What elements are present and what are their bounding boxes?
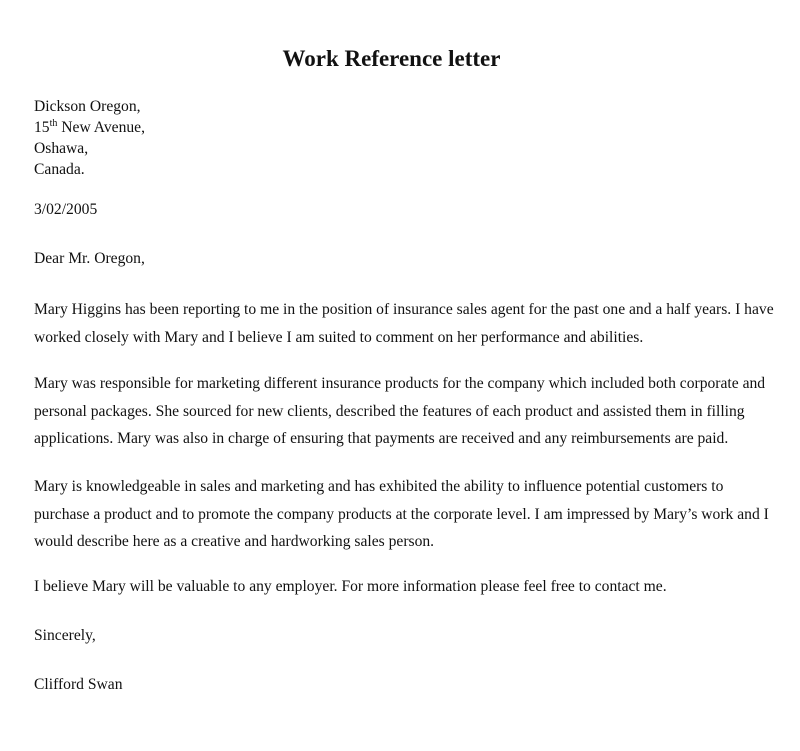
signature-name: Clifford Swan xyxy=(34,676,123,693)
letter-title: Work Reference letter xyxy=(282,46,501,71)
address-line-country: Canada. xyxy=(34,161,85,178)
salutation: Dear Mr. Oregon, xyxy=(34,250,145,267)
closing: Sincerely, xyxy=(34,627,96,644)
address-line-city: Oshawa, xyxy=(34,140,89,157)
street-name: New Avenue, xyxy=(57,119,145,136)
paragraph-1: Mary Higgins has been reporting to me in the position of insurance sales agent for the past one and a half years. I have worked closely with Mary and I believe I am suited to comment on her performance and abilities. xyxy=(34,301,774,346)
paragraph-3: Mary is knowledgeable in sales and marketing and has exhibited the ability to influence potential customers to purchase a product and to promote the company products at the corporate level. I am impressed by Mary’s work and I would describe here as a creative and hardworking sales person. xyxy=(34,478,769,550)
address-line-name: Dickson Oregon, xyxy=(34,98,141,115)
letter-date: 3/02/2005 xyxy=(34,201,98,218)
address-line-street xyxy=(34,117,774,138)
paragraph-4: I believe Mary will be valuable to any employer. For more information please feel free to contact me. xyxy=(34,578,667,595)
street-number: 15 xyxy=(34,119,50,136)
paragraph-2: Mary was responsible for marketing different insurance products for the company which included both corporate and personal packages. She sourced for new clients, described the features of each product and assisted them in filling applications. Mary was also in charge of ensuring that payments are received and any reimbursements are paid. xyxy=(34,375,766,447)
street-number-suffix: th xyxy=(49,118,58,129)
recipient-address xyxy=(34,96,774,180)
